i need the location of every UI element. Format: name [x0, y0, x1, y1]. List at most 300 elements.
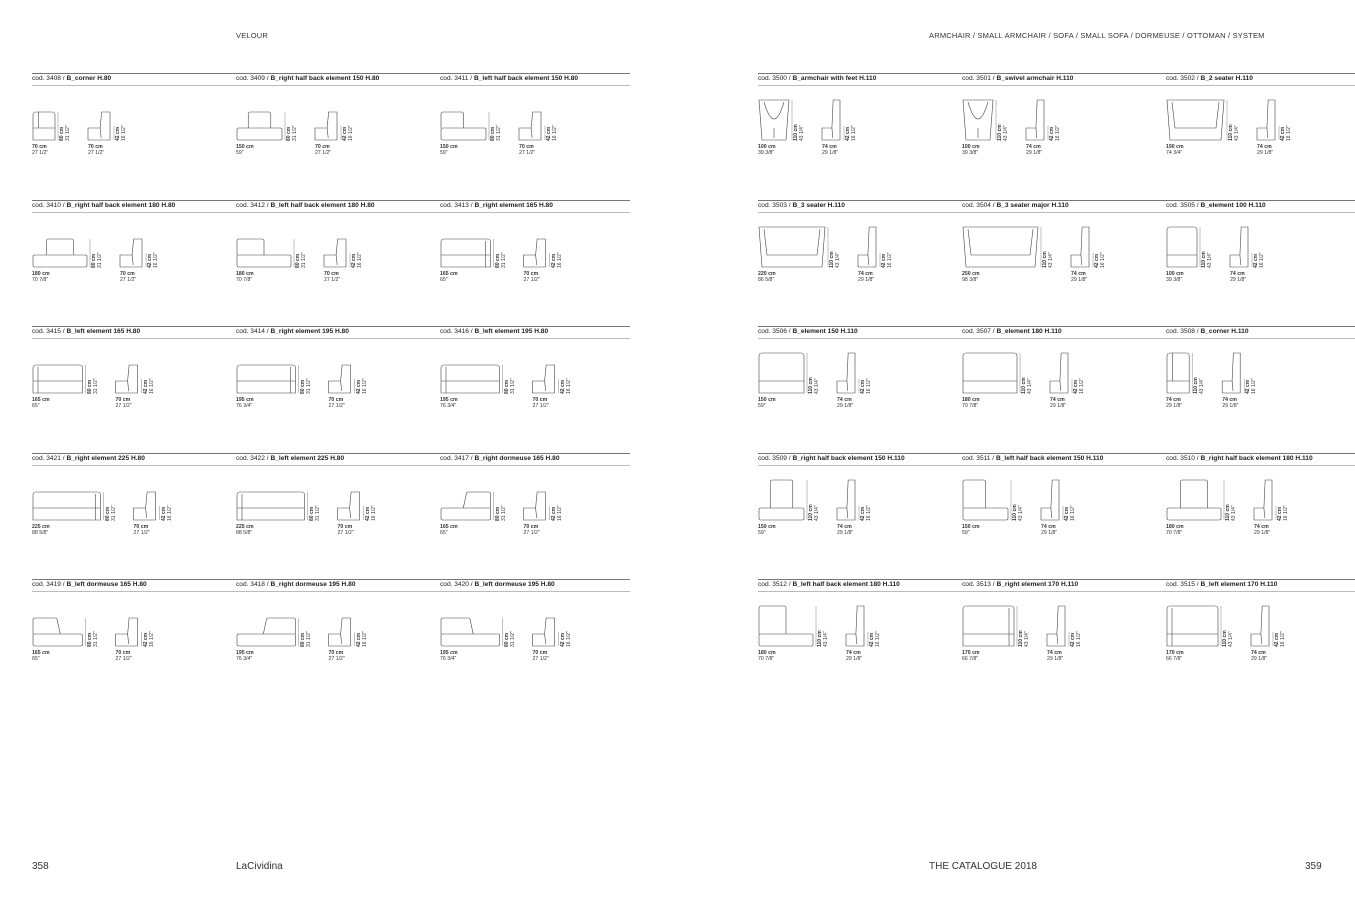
height-label [818, 630, 829, 647]
seat-height-cm: 42 cm [364, 506, 371, 521]
divider-rule [32, 212, 236, 213]
product-title [758, 455, 905, 462]
side-depth-label [116, 397, 132, 409]
product-cell [1166, 201, 1355, 311]
product-drawing [236, 468, 426, 528]
front-width-cm: 165 cm [440, 524, 458, 530]
product-code: cod. 3414 / [236, 328, 271, 335]
product-cell [1166, 327, 1355, 437]
height-label [287, 125, 298, 141]
divider-rule [32, 453, 236, 454]
height-inches: 43 1/4" [834, 252, 841, 268]
front-view-drawing [759, 100, 789, 140]
side-depth-label [134, 524, 150, 536]
right-header: ARMCHAIR / SMALL ARMCHAIR / SOFA / SMALL SOFA / DORMEUSE / OTTOMAN / SYSTEM [929, 31, 1265, 40]
seat-height-cm: 42 cm [1064, 506, 1070, 521]
front-width-inches: 76 3/4" [236, 656, 253, 662]
seat-height-inches: 16 1/2" [1282, 505, 1289, 521]
height-label [809, 504, 820, 521]
front-view-drawing [963, 227, 1038, 267]
product-code: cod. 3409 / [236, 75, 271, 82]
height-inches: 31 1/2" [300, 252, 307, 268]
height-inches: 43 1/4" [1198, 378, 1205, 394]
seat-height-label [1071, 631, 1082, 647]
side-depth-inches: 29 1/8" [1041, 530, 1058, 536]
front-width-label [1166, 524, 1184, 536]
divider-rule [236, 338, 440, 339]
divider-rule [758, 85, 962, 86]
product-cell [962, 201, 1152, 311]
product-code: cod. 3511 / [962, 455, 996, 462]
front-width-inches: 76 3/4" [440, 403, 457, 409]
product-code: cod. 3505 / [1166, 202, 1201, 209]
side-view-drawing [1230, 227, 1248, 267]
product-name: B_right element 195 H.80 [270, 328, 349, 335]
product-title [236, 328, 349, 335]
side-depth-label [1026, 144, 1042, 156]
divider-rule [758, 200, 962, 201]
front-width-cm: 195 cm [236, 397, 254, 403]
front-width-inches: 39 3/8" [758, 150, 775, 156]
side-view-drawing [822, 100, 840, 140]
seat-height-label [1275, 631, 1286, 647]
front-width-label [440, 650, 458, 662]
front-view-drawing [441, 492, 491, 520]
side-view-drawing [1026, 100, 1044, 140]
height-cm: 110 cm [1042, 251, 1048, 268]
product-name: B_left half back element 150 H.80 [473, 75, 579, 82]
seat-height-cm: 42 cm [1094, 253, 1100, 268]
front-width-inches: 70 7/8" [1166, 530, 1183, 536]
height-cm: 80 cm [86, 632, 93, 647]
front-width-label [758, 650, 776, 662]
front-width-inches: 39 3/8" [962, 150, 979, 156]
divider-rule [758, 579, 962, 580]
seat-height-inches: 16 1/2" [865, 378, 872, 394]
product-name: B_right element 225 H.80 [66, 455, 145, 462]
product-cell [962, 327, 1152, 437]
product-code: cod. 3515 / [1166, 581, 1201, 588]
front-width-label [962, 524, 980, 536]
seat-height-inches: 16 1/2" [1279, 631, 1286, 647]
seat-height-inches: 16 1/2" [356, 252, 363, 268]
height-label [296, 252, 307, 268]
height-label [794, 124, 805, 141]
front-width-cm: 180 cm [32, 271, 50, 277]
side-depth-cm: 70 cm [115, 650, 131, 656]
front-width-label [440, 397, 458, 409]
product-drawing [440, 594, 630, 654]
side-depth-cm: 74 cm [1041, 524, 1056, 530]
product-name: B_right dormeuse 195 H.80 [270, 581, 356, 588]
height-label [1226, 504, 1237, 521]
divider-rule [236, 453, 440, 454]
height-inches: 43 1/4" [1206, 252, 1213, 268]
product-name: B_left dormeuse 195 H.80 [474, 581, 555, 588]
side-depth-label [1251, 650, 1267, 662]
seat-height-label [343, 125, 354, 141]
seat-height-cm: 42 cm [355, 379, 362, 394]
front-width-inches: 65" [440, 277, 448, 283]
height-cm: 110 cm [1228, 124, 1234, 141]
side-view-drawing [1041, 480, 1059, 520]
seat-height-cm: 42 cm [147, 253, 153, 268]
side-view-drawing [116, 365, 138, 393]
side-depth-label [1230, 271, 1246, 283]
product-name: B_left element 195 H.80 [474, 328, 549, 335]
product-drawing [32, 341, 222, 401]
front-view-drawing [963, 100, 993, 140]
height-label [310, 505, 321, 521]
seat-height-label [357, 631, 368, 647]
front-width-inches: 65" [32, 403, 40, 409]
front-width-inches: 70 7/8" [236, 277, 253, 283]
height-label [92, 252, 103, 268]
side-depth-label [324, 271, 340, 283]
side-depth-label [846, 650, 862, 662]
side-depth-cm: 70 cm [337, 524, 353, 530]
height-cm: 110 cm [1201, 251, 1207, 268]
seat-height-inches: 16 1/2" [1075, 631, 1082, 647]
front-width-inches: 59" [236, 150, 244, 156]
side-depth-cm: 74 cm [1050, 397, 1065, 403]
front-width-inches: 66 7/8" [1166, 656, 1183, 662]
side-depth-cm: 74 cm [846, 650, 861, 656]
product-name: B_right half back element 150 H.80 [270, 75, 380, 82]
divider-rule [32, 73, 236, 74]
divider-rule [440, 338, 630, 339]
height-label [1043, 251, 1054, 268]
front-width-inches: 59" [962, 530, 970, 536]
side-depth-cm: 74 cm [1047, 650, 1062, 656]
product-drawing [962, 215, 1152, 275]
divider-rule [758, 465, 962, 466]
front-width-cm: 150 cm [962, 524, 980, 530]
divider-rule [758, 591, 962, 592]
product-title [962, 75, 1073, 82]
height-cm: 80 cm [286, 126, 292, 141]
product-name: B_corner H.80 [66, 75, 112, 82]
front-width-label [440, 144, 458, 156]
product-name: B_element 150 H.110 [792, 328, 858, 335]
height-inches: 31 1/2" [305, 631, 311, 647]
front-width-cm: 170 cm [962, 650, 980, 656]
front-width-inches: 59" [440, 150, 448, 156]
divider-rule [32, 465, 236, 466]
seat-height-label [144, 378, 155, 394]
side-depth-inches: 27 1/2" [120, 277, 137, 283]
front-view-drawing [1167, 480, 1221, 520]
product-title [236, 581, 356, 588]
front-width-cm: 180 cm [758, 650, 776, 656]
product-code: cod. 3419 / [32, 581, 67, 588]
product-drawing [236, 594, 426, 654]
product-name: B_armchair with feet H.110 [792, 75, 877, 82]
divider-rule [236, 591, 440, 592]
front-view-drawing [441, 618, 500, 646]
height-inches: 43 1/4" [798, 125, 805, 141]
side-depth-label [533, 397, 549, 409]
seat-height-inches: 16 1/2" [556, 505, 562, 521]
front-width-inches: 74 3/4" [1166, 150, 1183, 156]
divider-rule [758, 338, 962, 339]
seat-height-label [1065, 505, 1076, 521]
height-inches: 31 1/2" [314, 505, 320, 521]
product-cell [236, 74, 426, 184]
height-label [505, 631, 516, 647]
product-drawing [440, 88, 630, 148]
side-view-drawing [1222, 353, 1240, 393]
product-drawing [440, 215, 630, 275]
product-name: B_3 seater H.110 [792, 202, 845, 209]
product-cell [758, 580, 948, 690]
product-cell [32, 327, 222, 437]
side-depth-inches: 27 1/2" [523, 530, 540, 536]
product-title [440, 328, 548, 335]
height-cm: 80 cm [494, 253, 501, 268]
height-cm: 110 cm [1012, 504, 1018, 521]
height-label [496, 505, 507, 521]
side-depth-inches: 29 1/8" [858, 277, 875, 283]
seat-height-cm: 42 cm [550, 253, 557, 268]
side-depth-inches: 27 1/2" [337, 530, 354, 536]
product-drawing [32, 594, 222, 654]
product-title [962, 581, 1078, 588]
seat-height-inches: 16 1/2" [1258, 252, 1265, 268]
front-width-cm: 100 cm [962, 144, 980, 150]
product-cell [32, 454, 222, 564]
side-depth-cm: 70 cm [523, 271, 539, 277]
side-depth-inches: 29 1/8" [837, 403, 854, 409]
side-depth-inches: 27 1/2" [328, 656, 345, 662]
divider-rule [962, 465, 1166, 466]
seat-height-cm: 42 cm [1274, 632, 1280, 647]
seat-height-inches: 16 1/2" [148, 378, 154, 394]
seat-height-cm: 42 cm [559, 379, 566, 394]
product-cell [758, 327, 948, 437]
seat-height-cm: 42 cm [1253, 253, 1259, 268]
front-view-drawing [237, 239, 291, 267]
seat-height-label [366, 505, 377, 521]
side-depth-cm: 70 cm [328, 397, 344, 403]
side-depth-inches: 29 1/8" [1071, 277, 1088, 283]
side-depth-label [858, 271, 874, 283]
left-page [0, 0, 677, 903]
side-view-drawing [120, 239, 142, 267]
seat-height-inches: 16 1/2" [1069, 505, 1076, 521]
side-view-drawing [88, 112, 110, 140]
product-drawing [32, 215, 222, 275]
side-view-drawing [1251, 606, 1269, 646]
product-drawing [236, 88, 426, 148]
product-title [1166, 328, 1248, 335]
side-depth-label [837, 397, 853, 409]
product-title [32, 581, 147, 588]
divider-rule [236, 465, 440, 466]
product-cell [440, 74, 630, 184]
divider-rule [1166, 453, 1355, 454]
product-drawing [962, 594, 1152, 654]
seat-height-inches: 16 1/2" [1099, 252, 1106, 268]
front-width-cm: 225 cm [32, 524, 50, 530]
side-depth-inches: 27 1/2" [115, 403, 132, 409]
front-width-inches: 59" [758, 403, 766, 409]
product-cell [758, 201, 948, 311]
seat-height-label [1050, 125, 1061, 141]
front-width-label [236, 650, 254, 662]
product-cell [440, 327, 630, 437]
height-cm: 110 cm [1222, 630, 1228, 647]
front-width-inches: 27 1/2" [32, 150, 49, 156]
seat-height-inches: 16 1/2" [565, 378, 571, 394]
front-view-drawing [963, 480, 1008, 520]
seat-height-inches: 16 1/2" [874, 631, 881, 647]
seat-height-label [162, 505, 173, 521]
side-view-drawing [1071, 227, 1089, 267]
height-cm: 80 cm [295, 253, 301, 268]
height-label [998, 124, 1009, 141]
front-width-label [32, 650, 50, 662]
divider-rule [1166, 212, 1355, 213]
front-view-drawing [33, 618, 83, 646]
product-title [758, 328, 858, 335]
front-view-drawing [237, 112, 282, 140]
seat-height-cm: 42 cm [1049, 126, 1055, 141]
side-depth-label [315, 144, 331, 156]
front-width-inches: 86 5/8" [758, 277, 775, 283]
seat-height-inches: 16 1/2" [370, 505, 376, 521]
product-title [758, 75, 876, 82]
product-name: B_left element 225 H.80 [270, 455, 345, 462]
front-width-inches: 65" [32, 656, 40, 662]
front-width-cm: 100 cm [758, 144, 776, 150]
front-width-cm: 195 cm [236, 650, 254, 656]
divider-rule [962, 85, 1166, 86]
product-name: B_left half back element 150 H.110 [995, 455, 1104, 462]
side-depth-cm: 74 cm [837, 524, 852, 530]
product-name: B_element 100 H.110 [1200, 202, 1266, 209]
front-width-cm: 170 cm [1166, 650, 1184, 656]
product-drawing [1166, 88, 1355, 148]
divider-rule [440, 200, 630, 201]
product-name: B_right half back element 150 H.110 [792, 455, 905, 462]
seat-height-label [1074, 378, 1085, 394]
front-width-label [758, 271, 776, 283]
divider-rule [758, 212, 962, 213]
product-name: B_right half back element 180 H.110 [1200, 455, 1313, 462]
divider-rule [962, 338, 1166, 339]
height-cm: 110 cm [997, 124, 1003, 141]
seat-height-inches: 16 1/2" [166, 505, 172, 521]
front-width-inches: 66 7/8" [962, 656, 979, 662]
seat-height-cm: 42 cm [845, 126, 851, 141]
seat-height-label [561, 378, 572, 394]
height-inches: 31 1/2" [509, 378, 515, 394]
height-label [491, 125, 502, 141]
front-width-label [1166, 144, 1184, 156]
front-width-label [236, 524, 254, 536]
front-width-label [32, 524, 50, 536]
product-drawing [440, 341, 630, 401]
side-depth-inches: 29 1/8" [1254, 530, 1271, 536]
front-width-label [962, 144, 980, 156]
product-name: B_2 seater H.110 [1200, 75, 1253, 82]
divider-rule [962, 453, 1166, 454]
side-depth-label [524, 524, 540, 536]
front-width-cm: 195 cm [440, 397, 458, 403]
front-width-label [758, 397, 776, 409]
divider-rule [32, 326, 236, 327]
side-depth-inches: 29 1/8" [1026, 150, 1043, 156]
front-width-label [32, 271, 50, 283]
divider-rule [440, 579, 630, 580]
height-inches: 43 1/4" [813, 378, 820, 394]
side-depth-label [338, 524, 354, 536]
front-width-inches: 88 5/8" [236, 530, 253, 536]
side-depth-label [1041, 524, 1057, 536]
divider-rule [440, 73, 630, 74]
front-width-cm: 100 cm [1166, 271, 1184, 277]
height-inches: 31 1/2" [96, 252, 103, 268]
front-width-cm: 150 cm [758, 397, 776, 403]
front-width-label [236, 397, 254, 409]
product-code: cod. 3508 / [1166, 328, 1201, 335]
height-label [1019, 630, 1030, 647]
divider-rule [440, 453, 630, 454]
seat-height-label [1278, 505, 1289, 521]
front-width-inches: 65" [440, 530, 448, 536]
product-drawing [758, 215, 948, 275]
product-title [32, 75, 111, 82]
height-inches: 43 1/4" [1047, 252, 1054, 268]
height-inches: 31 1/2" [110, 505, 116, 521]
front-view-drawing [33, 492, 101, 520]
front-width-inches: 76 3/4" [440, 656, 457, 662]
front-view-drawing [33, 112, 55, 140]
front-width-label [962, 397, 980, 409]
height-label [1229, 124, 1240, 141]
height-cm: 80 cm [503, 632, 510, 647]
left-header: VELOUR [236, 31, 269, 40]
product-title [758, 581, 900, 588]
height-label [301, 378, 312, 394]
side-depth-label [329, 397, 345, 409]
side-depth-cm: 70 cm [120, 271, 135, 277]
product-code: cod. 3422 / [236, 455, 271, 462]
seat-height-cm: 42 cm [160, 506, 167, 521]
side-depth-inches: 27 1/2" [328, 403, 345, 409]
product-name: B_left half back element 180 H.80 [270, 202, 375, 209]
product-name: B_left element 170 H.110 [1200, 581, 1278, 588]
height-cm: 80 cm [308, 506, 315, 521]
height-inches: 43 1/4" [1230, 505, 1237, 521]
height-inches: 43 1/4" [1023, 631, 1030, 647]
product-code: cod. 3421 / [32, 455, 67, 462]
height-inches: 31 1/2" [509, 631, 515, 647]
seat-height-cm: 42 cm [546, 126, 552, 141]
product-cell [32, 580, 222, 690]
divider-rule [32, 579, 236, 580]
divider-rule [32, 338, 236, 339]
side-depth-label [822, 144, 838, 156]
side-depth-inches: 27 1/2" [133, 530, 150, 536]
front-view-drawing [237, 365, 296, 393]
seat-height-inches: 16 1/2" [886, 252, 893, 268]
side-view-drawing [1254, 480, 1272, 520]
product-cell [1166, 580, 1355, 690]
product-code: cod. 3500 / [758, 75, 793, 82]
side-depth-cm: 70 cm [315, 144, 330, 150]
